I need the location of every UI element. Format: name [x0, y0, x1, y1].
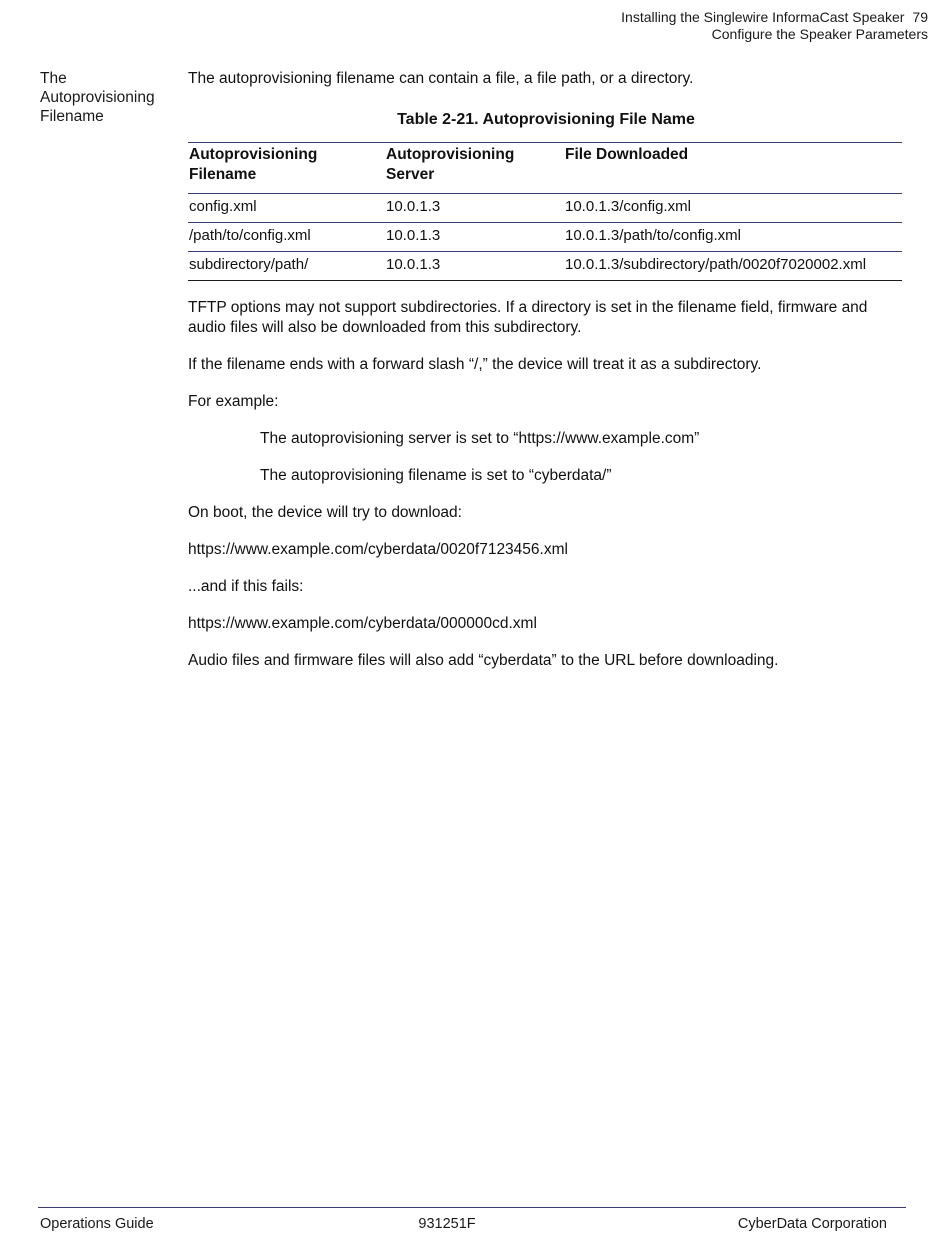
- table-row: [188, 194, 902, 223]
- header-section-title: Configure the Speaker Parameters: [711, 26, 928, 42]
- audio-firmware-paragraph: Audio files and firmware files will also add “cyberdata” to the URL before downloading.: [188, 652, 779, 669]
- example-filename-line: The autoprovisioning filename is set to “cyberdata/”: [260, 467, 612, 484]
- cell-filename: subdirectory/path/: [188, 252, 385, 281]
- first-download-url: https://www.example.com/cyberdata/0020f7123456.xml: [188, 541, 568, 558]
- page-number: 79: [912, 9, 928, 25]
- footer-guide-title: Operations Guide: [40, 1216, 154, 1232]
- running-header: [621, 9, 928, 43]
- cell-file-downloaded: 10.0.1.3/subdirectory/path/0020f7020002.xml: [564, 252, 902, 281]
- cell-server: 10.0.1.3: [385, 194, 564, 223]
- table-row: [188, 252, 902, 281]
- cell-file-downloaded: 10.0.1.3/path/to/config.xml: [564, 223, 902, 252]
- column-header-file-downloaded: File Downloaded: [565, 146, 689, 163]
- table-caption: Table 2-21. Autoprovisioning File Name: [397, 111, 695, 128]
- cell-filename: config.xml: [188, 194, 385, 223]
- example-server-line: The autoprovisioning server is set to “https://www.example.com”: [260, 430, 700, 447]
- table-header-row: [188, 143, 902, 194]
- column-header-filename: Autoprovisioning Filename: [189, 146, 318, 183]
- slash-paragraph: If the filename ends with a forward slash “/,” the device will treat it as a subdirectory.: [188, 356, 762, 373]
- cell-filename: /path/to/config.xml: [188, 223, 385, 252]
- footer-document-number: 931251F: [418, 1216, 476, 1232]
- side-heading: The Autoprovisioning Filename: [40, 70, 155, 125]
- autoprovisioning-table: [188, 142, 902, 281]
- table-row: [188, 223, 902, 252]
- header-chapter-title: Installing the Singlewire InformaCast Speaker: [621, 9, 905, 25]
- boot-paragraph: On boot, the device will try to download:: [188, 504, 462, 521]
- main-content: [188, 69, 904, 688]
- intro-paragraph: The autoprovisioning filename can contain a file, a file path, or a directory.: [188, 70, 694, 87]
- footer-divider: [38, 1207, 906, 1208]
- fails-paragraph: ...and if this fails:: [188, 578, 304, 595]
- footer-company-name: CyberData Corporation: [737, 1216, 887, 1232]
- cell-server: 10.0.1.3: [385, 223, 564, 252]
- column-header-server: Autoprovisioning Server: [386, 146, 515, 183]
- example-intro: For example:: [188, 393, 279, 410]
- tftp-paragraph: TFTP options may not support subdirectories. If a directory is set in the filename field, firmware and audio files will also be downloaded from this subdirectory.: [188, 299, 868, 336]
- cell-file-downloaded: 10.0.1.3/config.xml: [564, 194, 902, 223]
- fallback-download-url: https://www.example.com/cyberdata/000000cd.xml: [188, 615, 537, 632]
- cell-server: 10.0.1.3: [385, 252, 564, 281]
